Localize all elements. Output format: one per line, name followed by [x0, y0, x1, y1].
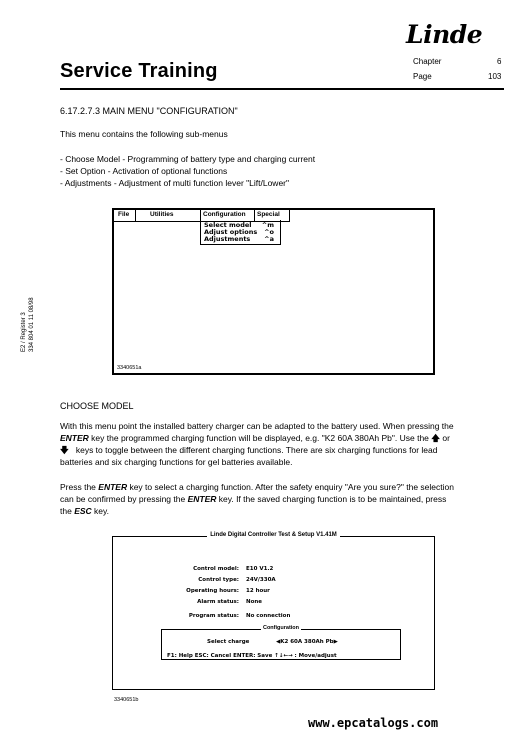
control-model-value: E10 V1.2	[246, 566, 274, 572]
text-line: Press the ENTER key to select a charging function. After the safety enquiry "Are you sure?" the selection	[60, 482, 454, 492]
menu-configuration[interactable]: Configuration	[203, 211, 246, 218]
choose-model-paragraph-2	[60, 481, 510, 517]
list-item: - Choose Model - Programming of battery type and charging current	[60, 154, 316, 164]
controller-title: Linde Digital Controller Test & Setup V1.41M	[113, 532, 434, 538]
enter-key-label: ENTER	[60, 433, 89, 443]
menu-utilities[interactable]: Utilities	[150, 211, 174, 218]
list-item: - Set Option - Activation of optional functions	[60, 166, 228, 176]
choose-model-heading: CHOOSE MODEL	[60, 401, 134, 411]
select-charge-value[interactable]: ◀K2 60A 380Ah Pb▶	[276, 639, 338, 645]
menu-special[interactable]: Special	[257, 211, 280, 218]
alarm-status-label: Alarm status:	[197, 599, 239, 605]
shortcut-key: ^o	[264, 228, 274, 236]
select-charge-label: Select charge	[207, 639, 250, 645]
text-line: With this menu point the installed battery charger can be adapted to the battery used. When pressing the	[60, 421, 454, 431]
linde-logo: Linde	[406, 20, 483, 49]
chapter-label: Chapter	[413, 57, 442, 66]
configuration-menu-screenshot	[112, 208, 435, 375]
submenu-item-adjustments[interactable]: Adjustments	[204, 235, 251, 243]
text-line: ENTER key the programmed charging function will be displayed, e.g. "K2 60A 380Ah Pb". Use the 🡅 or	[60, 433, 450, 443]
configuration-title: Configuration	[262, 625, 300, 631]
text-line: can be confirmed by pressing the ENTER key. If the saved charging function is to be maintained, press	[60, 494, 447, 504]
side-note-line-1: E2 / Register 3	[21, 312, 27, 352]
figure-id: 3340651a	[117, 365, 142, 371]
control-type-value: 24V/330A	[246, 577, 276, 583]
menu-file[interactable]: File	[118, 211, 130, 218]
list-item: - Adjustments - Adjustment of multi function lever "Lift/Lower"	[60, 178, 290, 188]
chapter-value: 6	[497, 57, 502, 66]
footer-url[interactable]: www.epcatalogs.com	[308, 716, 439, 730]
alarm-status-value: None	[246, 599, 263, 605]
shortcut-key: ^m	[261, 221, 274, 229]
page-label: Page	[413, 72, 432, 81]
page-value: 103	[488, 72, 502, 81]
operating-hours-value: 12 hour	[246, 588, 270, 594]
figure-id: 3340651b	[114, 697, 139, 703]
controller-setup-screenshot	[112, 532, 435, 703]
help-bar: F1: Help ESC: Cancel ENTER: Save ↑↓←→ : Move/adjust	[167, 653, 337, 659]
text-line: the ESC key.	[60, 506, 109, 516]
side-note-line-2: 334 804 01 11 08/98	[29, 297, 35, 352]
configuration-submenu	[200, 220, 281, 245]
submenu-list	[60, 153, 315, 189]
text-line: 🡇 keys to toggle between the different charging functions. There are six charging functions for lead	[60, 445, 438, 455]
page-title: Service Training	[60, 60, 218, 82]
header-rule	[60, 88, 504, 90]
choose-model-paragraph-1	[60, 420, 510, 468]
control-type-label: Control type:	[198, 577, 239, 583]
operating-hours-label: Operating hours:	[186, 588, 239, 594]
arrow-down-icon: 🡇	[60, 445, 69, 455]
submenu-item-adjust-options[interactable]: Adjust options	[204, 228, 258, 236]
program-status-label: Program status:	[188, 613, 239, 619]
enter-key-label: ENTER	[98, 482, 128, 492]
section-heading: 6.17.2.7.3 MAIN MENU "CONFIGURATION"	[60, 106, 238, 116]
control-model-label: Control model:	[193, 566, 239, 572]
program-status-value: No connection	[246, 613, 291, 619]
section-intro: This menu contains the following sub-menus	[60, 129, 228, 139]
arrow-up-icon: 🡅	[431, 433, 441, 443]
enter-key-label: ENTER	[187, 494, 217, 504]
submenu-item-select-model[interactable]: Select model	[204, 221, 252, 229]
side-register-note	[20, 297, 36, 352]
shortcut-key: ^a	[264, 235, 274, 243]
esc-key-label: ESC	[74, 506, 92, 516]
text-line: batteries and six charging functions for gel batteries available.	[60, 457, 293, 467]
